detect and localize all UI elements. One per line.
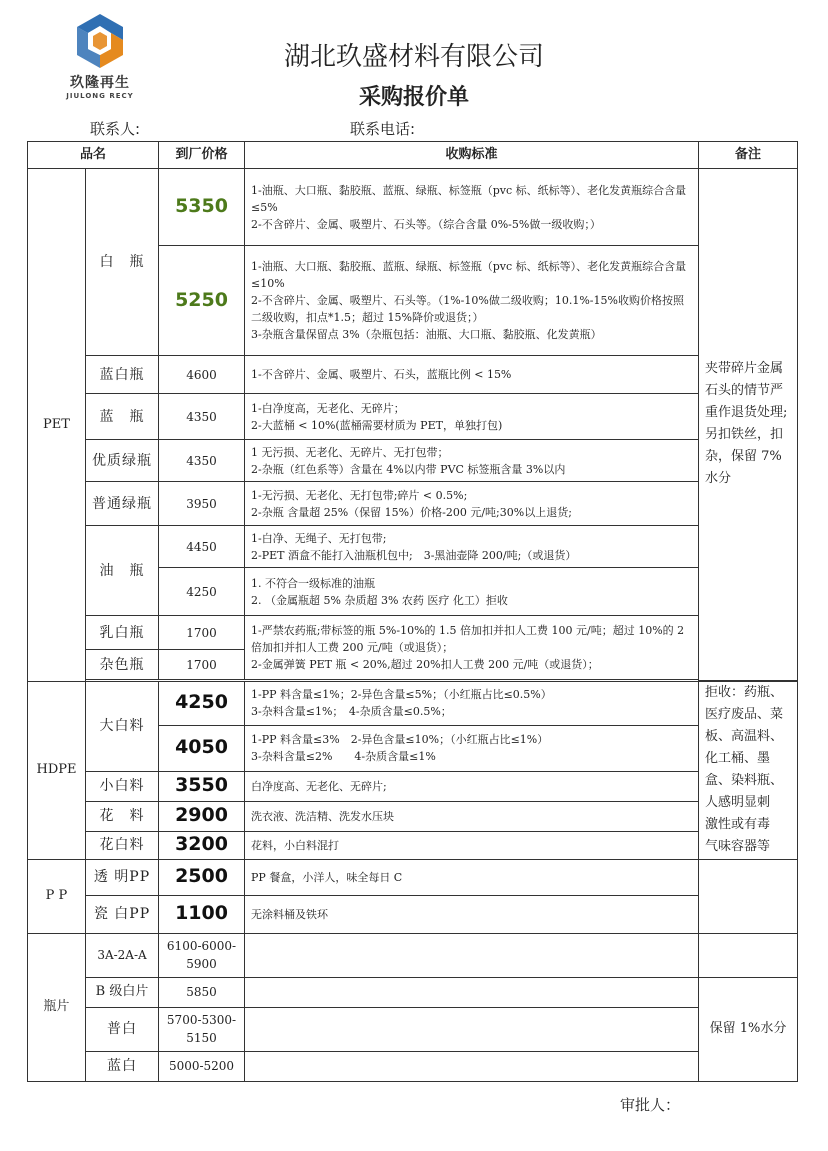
note-line: 人感明显刺: [705, 795, 771, 810]
price-cell: 4350: [159, 440, 245, 482]
standard-cell: [245, 977, 699, 1007]
pp-note: [699, 859, 798, 933]
standard-cell: [245, 246, 699, 356]
standard-line: 2-PET 酒盒不能打入油瓶机包中; 3-黑油壶降 200/吨;（或退货）: [251, 548, 577, 562]
product-name: 油 瓶: [86, 526, 159, 616]
standard-cell: 1-不含碎片、金属、吸塑片、石头，蓝瓶比例 < 15%: [245, 356, 699, 394]
category-pp: P P: [28, 859, 86, 933]
price-cell: [159, 681, 245, 725]
standard-cell: [245, 933, 699, 977]
table-row: [28, 933, 798, 977]
product-name: B 级白片: [86, 977, 159, 1007]
price-cell: 5000-5200: [159, 1051, 245, 1081]
standard-line: 1. 不符合一级标准的油瓶: [251, 576, 376, 590]
price-cell: 5850: [159, 977, 245, 1007]
table-row: [28, 831, 798, 859]
price-cell: [159, 895, 245, 933]
standard-line: 1-油瓶、大口瓶、黏胶瓶、蓝瓶、绿瓶、标签瓶（pvc 标、纸标等）、老化发黄瓶综合含量≤5%: [251, 183, 687, 214]
product-name: 小白料: [86, 771, 159, 801]
price-cell: 4350: [159, 394, 245, 440]
table-row: [28, 356, 798, 394]
price-cell: 4600: [159, 356, 245, 394]
handwritten-price: 5250: [175, 288, 228, 311]
product-name: 乳白瓶: [86, 616, 159, 650]
table-row: [28, 859, 798, 895]
price-cell: [159, 246, 245, 356]
table-row: [28, 771, 798, 801]
product-name: 白 瓶: [86, 169, 159, 356]
standard-line: 1-白净度高，无老化、无碎片；: [251, 401, 405, 415]
product-name: 蓝白: [86, 1051, 159, 1081]
price-cell: 1700: [159, 616, 245, 650]
price-cell: 4250: [159, 568, 245, 616]
standard-cell: [245, 440, 699, 482]
table-header-row: [28, 142, 798, 169]
standard-line: 3-杂料含量≤2% 4-杂质含量≤1%: [251, 750, 436, 763]
approver-label: 审批人：: [620, 1096, 681, 1114]
hdpe-note: [699, 681, 798, 859]
handwritten-price: 2500: [175, 865, 228, 887]
standard-cell: 洗衣液、洗洁精、洗发水压块: [245, 801, 699, 831]
table-row: [28, 616, 798, 650]
category-flakes: 瓶片: [28, 933, 86, 1081]
price-cell: 4450: [159, 526, 245, 568]
note-line: 夹带碎片金属: [705, 361, 784, 377]
table-row: [28, 801, 798, 831]
standard-line: 1 无污损、无老化、无碎片、无打包带；: [251, 445, 449, 459]
standard-line: 2-金属弹簧 PET 瓶 < 20%,超过 20%扣人工费 200 元/吨（或退货）；: [251, 658, 599, 671]
product-name: 3A-2A-A: [86, 933, 159, 977]
price-cell: [159, 771, 245, 801]
table-row: [28, 394, 798, 440]
table-row: [28, 1007, 798, 1051]
header-product: 品名: [28, 142, 159, 169]
contact-phone-label: 联系电话:: [350, 120, 416, 138]
header-price: 到厂价格: [159, 142, 245, 169]
note-line: 医疗废品、菜: [705, 707, 784, 722]
note-line: 水分: [705, 471, 732, 487]
standard-line: 2-不含碎片、金属、吸塑片、石头等。（综合含量 0%-5%做一级收购；）: [251, 217, 601, 231]
table-row: [28, 681, 798, 725]
product-name: 花白料: [86, 831, 159, 859]
price-cell: [159, 169, 245, 246]
standard-line: 2-杂瓶 含量超 25%（保留 15%）价格-200 元/吨;30%以上退货;: [251, 505, 572, 519]
price-cell: 1700: [159, 650, 245, 680]
product-name: 透 明PP: [86, 859, 159, 895]
standard-cell: [245, 1007, 699, 1051]
table-row: [28, 895, 798, 933]
price-cell: 3950: [159, 482, 245, 526]
product-name: 花 料: [86, 801, 159, 831]
standard-line: 2-大蓝桶 < 10%(蓝桶需要材质为 PET，单独打包): [251, 418, 503, 432]
handwritten-price: 3550: [175, 774, 228, 796]
logo-name-en: JIULONG RECY: [66, 92, 134, 100]
note-line: 激性或有毒: [705, 817, 771, 832]
standard-line: 1-PP 料含量≤3% 2-异色含量≤10%；（小红瓶占比≤1%）: [251, 733, 549, 746]
note-line: 拒收：药瓶、: [705, 685, 784, 700]
price-cell: [159, 801, 245, 831]
standard-cell: PP 餐盒，小洋人，味全每日 C: [245, 859, 699, 895]
note-line: 另扣铁丝，扣: [705, 427, 784, 443]
note-line: 盒、染料瓶、: [705, 773, 784, 788]
standard-line: 1-白净、无绳子、无打包带;: [251, 531, 387, 545]
standard-cell: 花料，小白料混打: [245, 831, 699, 859]
header-standard: 收购标准: [245, 142, 699, 169]
product-name: 瓷 白PP: [86, 895, 159, 933]
standard-line: 1-无污损、无老化、无打包带;碎片 < 0.5%;: [251, 488, 468, 502]
note-line: 化工桶、墨: [705, 751, 771, 766]
handwritten-price: 3200: [175, 833, 228, 855]
table-row: [28, 1051, 798, 1081]
table-row: [28, 526, 798, 568]
price-cell: 6100-6000-5900: [159, 933, 245, 977]
contact-person-label: 联系人:: [90, 120, 141, 138]
header-note: 备注: [699, 142, 798, 169]
standard-cell: [245, 681, 699, 725]
standard-line: 3-杂料含量≤1%； 4-杂质含量≤0.5%；: [251, 705, 452, 718]
company-title: 湖北玖盛材料有限公司: [283, 42, 544, 72]
standard-cell: [245, 169, 699, 246]
standard-line: 1-PP 料含量≤1%；2-异色含量≤5%；（小红瓶占比≤0.5%）: [251, 688, 552, 701]
document-subtitle: 采购报价单: [358, 85, 469, 110]
note-line: 板、高温料、: [705, 729, 784, 744]
logo-name-cn: 玖隆再生: [70, 75, 130, 91]
standard-line: 2-杂瓶（红色系等）含量在 4%以内带 PVC 标签瓶含量 3%以内: [251, 462, 566, 476]
standard-line: 2. （金属瓶超 5% 杂质超 3% 农药 医疗 化工）拒收: [251, 593, 508, 607]
product-name: 普白: [86, 1007, 159, 1051]
standard-cell: [245, 1051, 699, 1081]
flakes-note: 保留 1%水分: [699, 977, 798, 1081]
price-cell: [159, 725, 245, 771]
pet-note: [699, 169, 798, 681]
category-pet: PET: [28, 169, 86, 682]
product-name: 大白料: [86, 681, 159, 771]
standard-line: 2-不含碎片、金属、吸塑片、石头等。（1%-10%做二级收购；10.1%-15%收购价格按照二级收购，扣点*1.5；超过 15%降价或退货；）: [251, 294, 684, 324]
standard-cell: 无涂料桶及铁环: [245, 895, 699, 933]
standard-cell: [245, 725, 699, 771]
note-line: 气味容器等: [705, 839, 771, 854]
standard-line: 1-严禁农药瓶;带标签的瓶 5%-10%的 1.5 倍加扣并扣人工费 100 元/吨；超过 10%的 2 倍加扣并扣人工费 200 元/吨（或退货）；: [251, 624, 685, 654]
product-name: 普通绿瓶: [86, 482, 159, 526]
handwritten-price: 5350: [175, 195, 228, 217]
standard-cell: [245, 482, 699, 526]
note-line: 石头的情节严: [705, 383, 784, 399]
product-name: 优质绿瓶: [86, 440, 159, 482]
table-row: [28, 169, 798, 246]
note-line: 杂，保留 7%: [705, 449, 782, 465]
product-name: 蓝 瓶: [86, 394, 159, 440]
standard-cell: [245, 616, 699, 680]
handwritten-price: 4050: [175, 736, 228, 758]
category-hdpe: HDPE: [28, 681, 86, 859]
product-name: 杂色瓶: [86, 650, 159, 680]
standard-cell: [245, 568, 699, 616]
price-cell: 5700-5300-5150: [159, 1007, 245, 1051]
standard-line: 3-杂瓶含量保留点 3%（杂瓶包括：油瓶、大口瓶、黏胶瓶、化发黄瓶）: [251, 328, 602, 341]
product-name: 蓝白瓶: [86, 356, 159, 394]
flakes-note-top: [699, 933, 798, 977]
handwritten-price: 4250: [175, 691, 228, 713]
table-row: [28, 977, 798, 1007]
note-line: 重作退货处理;: [705, 405, 788, 421]
handwritten-price: 1100: [175, 902, 228, 924]
price-table: [27, 141, 798, 1082]
standard-cell: 白净度高、无老化、无碎片;: [245, 771, 699, 801]
standard-cell: [245, 394, 699, 440]
price-cell: [159, 859, 245, 895]
table-row: [28, 482, 798, 526]
table-row: [28, 440, 798, 482]
standard-line: 1-油瓶、大口瓶、黏胶瓶、蓝瓶、绿瓶、标签瓶（pvc 标、纸标等）、老化发黄瓶综合含量≤10%: [251, 260, 687, 290]
price-cell: [159, 831, 245, 859]
handwritten-price: 2900: [175, 804, 228, 826]
standard-cell: [245, 526, 699, 568]
